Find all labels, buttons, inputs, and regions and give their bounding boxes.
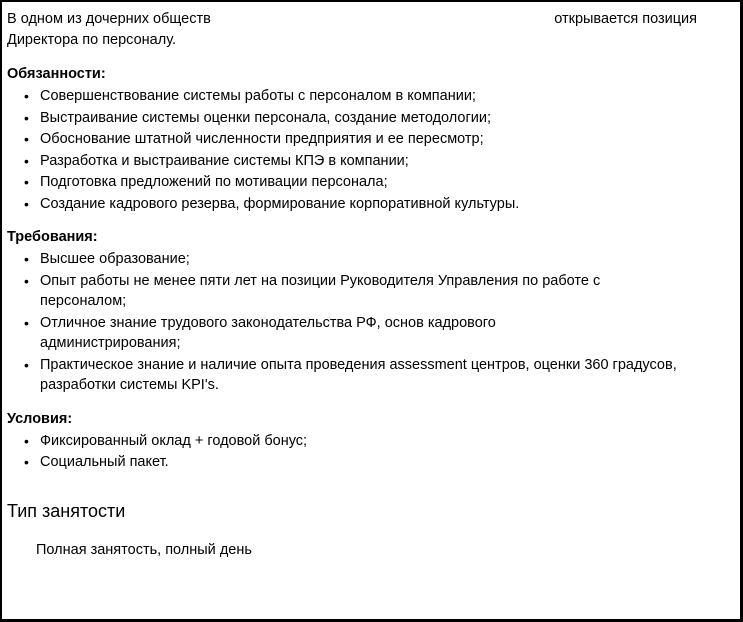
employment-type-heading: Тип занятости [7, 500, 126, 521]
intro-text-right: открывается позиция [554, 11, 697, 27]
list-item [7, 271, 730, 312]
list-item [7, 108, 730, 129]
list-item [7, 129, 730, 150]
list-item [7, 194, 730, 215]
bullet-icon: • [24, 454, 29, 470]
list-item-text: Подготовка предложений по мотивации персонала; [40, 174, 388, 190]
intro-text-position: Директора по персоналу. [7, 32, 177, 48]
conditions-list [7, 431, 730, 473]
bullet-icon: • [24, 88, 29, 104]
bullet-icon: • [24, 131, 29, 147]
list-item-text: Создание кадрового резерва, формирование корпоративной культуры. [40, 195, 520, 212]
intro-text-left: В одном из дочерних обществ [7, 11, 211, 27]
list-item [7, 172, 730, 193]
document-content [2, 2, 740, 561]
list-item-text: Разработка и выстраивание системы КПЭ в компании; [40, 152, 409, 169]
list-item-text: Социальный пакет. [40, 454, 169, 470]
bullet-icon: • [24, 152, 29, 169]
list-item-text: Практическое знание и наличие опыта проведения assessment центров, оценки 360 градусов, разработки системы KPI's. [40, 356, 677, 393]
list-item-text: Совершенствование системы работы с персоналом в компании; [40, 88, 476, 104]
list-item-text: Обоснование штатной численности предприятия и ее пересмотр; [40, 131, 484, 147]
section-heading-responsibilities: Обязанности: [7, 66, 106, 82]
section-responsibilities [7, 65, 730, 214]
requirements-list [7, 249, 730, 396]
bullet-icon: • [24, 272, 29, 289]
section-heading-conditions: Условия: [7, 410, 73, 427]
section-requirements [7, 228, 730, 396]
section-heading-requirements: Требования: [7, 229, 98, 245]
section-employment-type [7, 499, 730, 561]
list-item [7, 86, 730, 107]
bullet-icon: • [24, 174, 29, 190]
bullet-icon: • [24, 356, 29, 373]
list-item-text: Высшее образование; [40, 251, 190, 267]
responsibilities-list [7, 86, 730, 214]
bullet-icon: • [24, 195, 29, 212]
bullet-icon: • [24, 251, 29, 267]
list-item-text: Выстраивание системы оценки персонала, создание методологии; [40, 109, 491, 126]
list-item [7, 151, 730, 172]
list-item [7, 249, 730, 270]
bullet-icon: • [24, 109, 29, 126]
list-item-text: Отличное знание трудового законодательства РФ, основ кадрового администрирования; [40, 314, 496, 351]
section-conditions [7, 410, 730, 473]
list-item-text: Фиксированный оклад + годовой бонус; [40, 432, 308, 449]
employment-type-value: Полная занятость, полный день [36, 541, 252, 558]
list-item [7, 355, 730, 396]
intro-line-first [7, 9, 697, 30]
list-item [7, 452, 730, 473]
list-item-text: Опыт работы не менее пяти лет на позиции Руководителя Управления по работе с персоналом; [40, 272, 601, 309]
list-item [7, 431, 730, 452]
intro-paragraph [7, 9, 730, 51]
list-item [7, 313, 730, 354]
bullet-icon: • [24, 432, 29, 449]
bullet-icon: • [24, 314, 29, 331]
